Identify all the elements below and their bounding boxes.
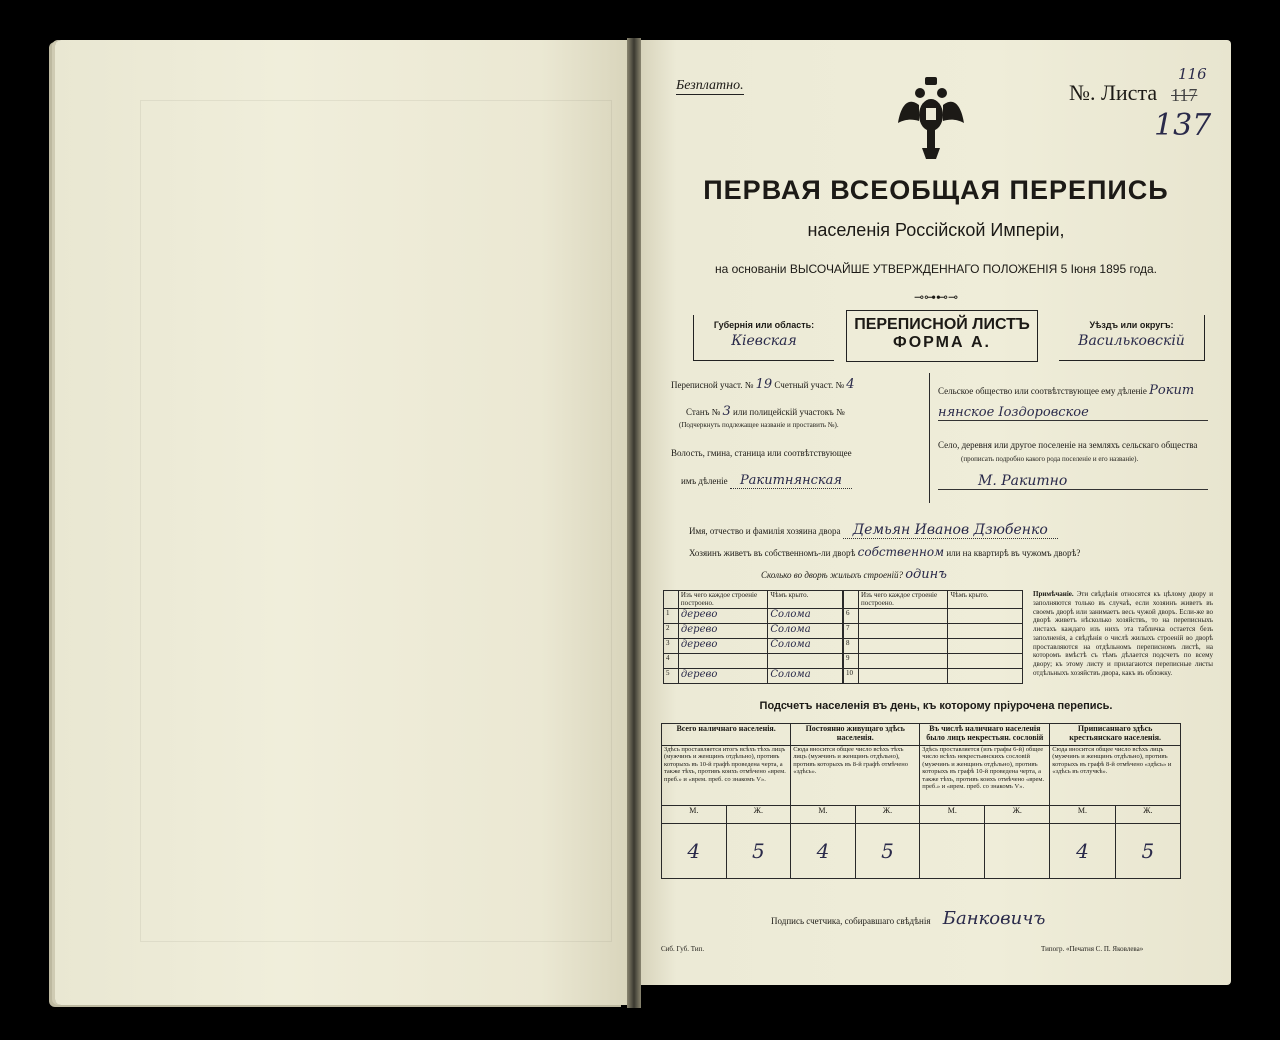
- count-1-female: 5: [726, 824, 791, 879]
- left-page-faint-frame: [140, 100, 612, 942]
- count-group-1-head: Всего наличнаго населенія.: [662, 724, 791, 746]
- table-row: 10: [844, 669, 1023, 684]
- count-2-female: 5: [855, 824, 920, 879]
- note-text: Эти свѣдѣнія относятся къ цѣлому двору и заполняются только въ случаѣ, если хозяинъ живетъ въ своемъ дворѣ или занимаетъ весь чужой дворъ. Если-же во дворѣ живетъ нѣсколько хозяйствъ, то на переписныхъ листахъ каждаго изъ нихъ эта табличка остается безъ заполненія, а свѣдѣнія о числѣ жилыхъ строеній во дворѣ проставляются на отдѣльномъ переписномъ листѣ, на которомъ вмѣстѣ съ тѣмъ дѣлается подсчетъ по всему двору; къ этому листу и прилагаются переписные листы отдѣльныхъ хозяйствъ двора, какъ въ обложку.: [1033, 590, 1213, 677]
- owner-name-value: Демьян Иванов Дзюбенко: [843, 522, 1058, 539]
- sheet-title: ПЕРЕПИСНОЙ ЛИСТЪ: [854, 316, 1030, 333]
- f-label: Ж.: [855, 806, 920, 824]
- census-form-page: [641, 40, 1231, 985]
- form-title: ФОРМА А.: [893, 334, 991, 351]
- volost-value: Ракитнянская: [730, 473, 852, 489]
- owner-name-line: [689, 522, 1209, 538]
- owner-lives-tail: или на квартирѣ въ чужомъ дворѣ?: [946, 548, 1081, 558]
- uezd-value: Васильковскій: [1078, 333, 1185, 349]
- m-label: М.: [791, 806, 856, 824]
- sheet-number-label: №. Листа: [1069, 80, 1158, 105]
- count-group-2-head: Постоянно живущаго здѣсь населенія.: [791, 724, 920, 746]
- count-3-male: [920, 824, 985, 879]
- underline-note: (Подчеркнуть подлежащее названіе и проставить №).: [679, 421, 839, 429]
- gubernia-value: Кіевская: [731, 333, 797, 349]
- footer-right: Типогр. «Печатня С. П. Яковлева»: [1041, 945, 1144, 953]
- stan-label: Станъ №: [686, 407, 721, 417]
- society-value-1: Рокит: [1149, 383, 1195, 398]
- count-1-male: 4: [662, 824, 727, 879]
- footer-left: Сиб. Губ. Тип.: [661, 945, 705, 953]
- census-basis: на основаніи ВЫСОЧАЙШЕ УТВЕРЖДЕННАГО ПОЛОЖЕНІЯ 5 Іюня 1895 года.: [714, 262, 1157, 276]
- police-label: или полицейскій участокъ №: [733, 407, 845, 417]
- col-roof-header-2: Чѣмъ крыто.: [948, 591, 1023, 609]
- census-area-label: Переписной участ. №: [671, 380, 754, 390]
- signature-line: [771, 908, 1211, 929]
- counting-area-label: Счетный участ. №: [774, 380, 845, 390]
- buildings-line: [761, 567, 1161, 582]
- count-group-3-desc: Здѣсь проставляется (изъ графы 6-й) общее число всѣхъ некрестьянскихъ сословій (мужчинъ и женщинъ отдѣльно), противъ которыхъ въ графѣ 10-й проведена черта, а также тѣхъ, противъ коихъ отмѣчено «врем. преб.» и «врем. преб. со знакомъ V».: [920, 746, 1050, 806]
- village-note: (прописать подробно какого рода поселеніе и его названіе).: [961, 455, 1139, 463]
- table-row: 9: [844, 654, 1023, 669]
- buildings-label: Сколько во дворѣ жилыхъ строеній?: [761, 570, 903, 580]
- count-group-2-desc: Сюда вносится общее число всѣхъ тѣхъ лицъ (мужчинъ и женщинъ отдѣльно), противъ которыхъ въ 8-й графѣ отмѣчено «здѣсь».: [791, 746, 920, 806]
- society-label: Сельское общество или соотвѣтствующее ему дѣленіе: [938, 386, 1147, 396]
- count-group-3-head: Въ числѣ наличнаго населенія было лицъ некрестьян. сословій: [920, 724, 1050, 746]
- owner-name-label: Имя, отчество и фамилія хозяина двора: [689, 526, 841, 536]
- open-book: [55, 30, 1230, 1015]
- count-group-4-desc: Сюда вносится общее число всѣхъ лицъ (мужчинъ и женщинъ отдѣльно), противъ которыхъ въ графѣ 8-й отмѣчено «здѣсь» и «здѣсь въ отлучкѣ».: [1050, 746, 1181, 806]
- society-line: [938, 383, 1208, 398]
- count-title: Подсчетъ населенія въ день, къ которому пріурочена перепись.: [759, 700, 1113, 712]
- census-subtitle: населенія Россійской Имперіи,: [807, 220, 1065, 240]
- volost-line: [681, 473, 931, 488]
- stan-line: [686, 404, 926, 419]
- table-row: 7: [844, 624, 1023, 639]
- f-label: Ж.: [726, 806, 791, 824]
- col-built-header-2: Изъ чего каждое строеніе построено.: [858, 591, 948, 609]
- info-divider: [929, 373, 930, 503]
- col-roof-header: Чѣмъ крыто.: [768, 591, 843, 609]
- book-spine: [627, 38, 641, 1008]
- count-group-4-head: Приписаннаго здѣсь крестьянскаго населенія.: [1050, 724, 1181, 746]
- table-row: 3 дерево Солома: [664, 639, 843, 654]
- count-table: [661, 723, 1181, 879]
- uezd-label: Уѣздъ или округъ:: [1089, 320, 1174, 330]
- uezd-box: [1059, 315, 1205, 361]
- village-value: М. Ракитно: [938, 473, 1208, 490]
- owner-lives-value: собственном: [857, 545, 945, 559]
- count-4-male: 4: [1050, 824, 1115, 879]
- table-row: 2 дерево Солома: [664, 624, 843, 639]
- m-label: М.: [1050, 806, 1115, 824]
- stan-value: 3: [722, 404, 731, 419]
- m-label: М.: [662, 806, 727, 824]
- census-area-value: 19: [755, 377, 773, 392]
- table-row: 8: [844, 639, 1023, 654]
- left-blank-page: [55, 40, 627, 1005]
- count-2-male: 4: [791, 824, 856, 879]
- society-value-2: нянское Іоздоровское: [938, 405, 1208, 421]
- sheet-form-box: [846, 310, 1038, 362]
- count-3-female: [985, 824, 1050, 879]
- buildings-table-right: [843, 590, 1023, 684]
- volost-label: Волость, гмина, станица или соотвѣтствующее: [671, 448, 852, 458]
- sheet-number-struck: 117: [1171, 85, 1198, 105]
- table-row: 4: [664, 654, 843, 669]
- village-label: Село, деревня или другое поселеніе на земляхъ сельскаго общества: [938, 440, 1198, 450]
- owner-lives-line: [689, 545, 1214, 559]
- page-number-hand: 137: [1154, 108, 1212, 143]
- owner-lives-label: Хозяинъ живетъ въ собственномъ-ли дворѣ: [689, 548, 856, 558]
- volost-label-2: имъ дѣленіе: [681, 476, 728, 486]
- f-label: Ж.: [1115, 806, 1180, 824]
- count-4-female: 5: [1115, 824, 1180, 879]
- double-headed-eagle-emblem: [896, 75, 966, 170]
- ornament-divider: ⊸⊶⊷⊸: [913, 290, 959, 304]
- signature-value: Банковичъ: [942, 908, 1046, 929]
- m-label: М.: [920, 806, 985, 824]
- table-row: 6: [844, 609, 1023, 624]
- col-built-header: Изъ чего каждое строеніе построено.: [678, 591, 767, 609]
- buildings-value: одинъ: [905, 567, 947, 582]
- free-label: Безплатно.: [676, 78, 744, 93]
- buildings-table-left: [663, 590, 843, 684]
- gubernia-box: [693, 315, 834, 361]
- table-row: 5 дерево Солома: [664, 669, 843, 684]
- gubernia-label: Губернія или область:: [713, 320, 815, 330]
- signature-label: Подпись счетчика, собиравшаго свѣдѣнія: [771, 916, 931, 926]
- table-row: 1 дерево Солома: [664, 609, 843, 624]
- note-block: [1033, 590, 1213, 678]
- note-label: Примѣчаніе.: [1033, 590, 1074, 598]
- f-label: Ж.: [985, 806, 1050, 824]
- census-area-line: [671, 377, 921, 392]
- census-title: ПЕРВАЯ ВСЕОБЩАЯ ПЕРЕПИСЬ: [703, 175, 1169, 205]
- sheet-number-hand: 116: [1178, 65, 1207, 83]
- count-group-1-desc: Здѣсь проставляется итогъ всѣхъ тѣхъ лицъ (мужчинъ и женщинъ отдѣльно), противъ которыхъ въ 10-й графѣ проведена черта, а также тѣхъ, противъ коихъ отмѣчено «врем. преб.» и «врем. преб. со знакомъ V».: [662, 746, 791, 806]
- counting-area-value: 4: [846, 377, 855, 392]
